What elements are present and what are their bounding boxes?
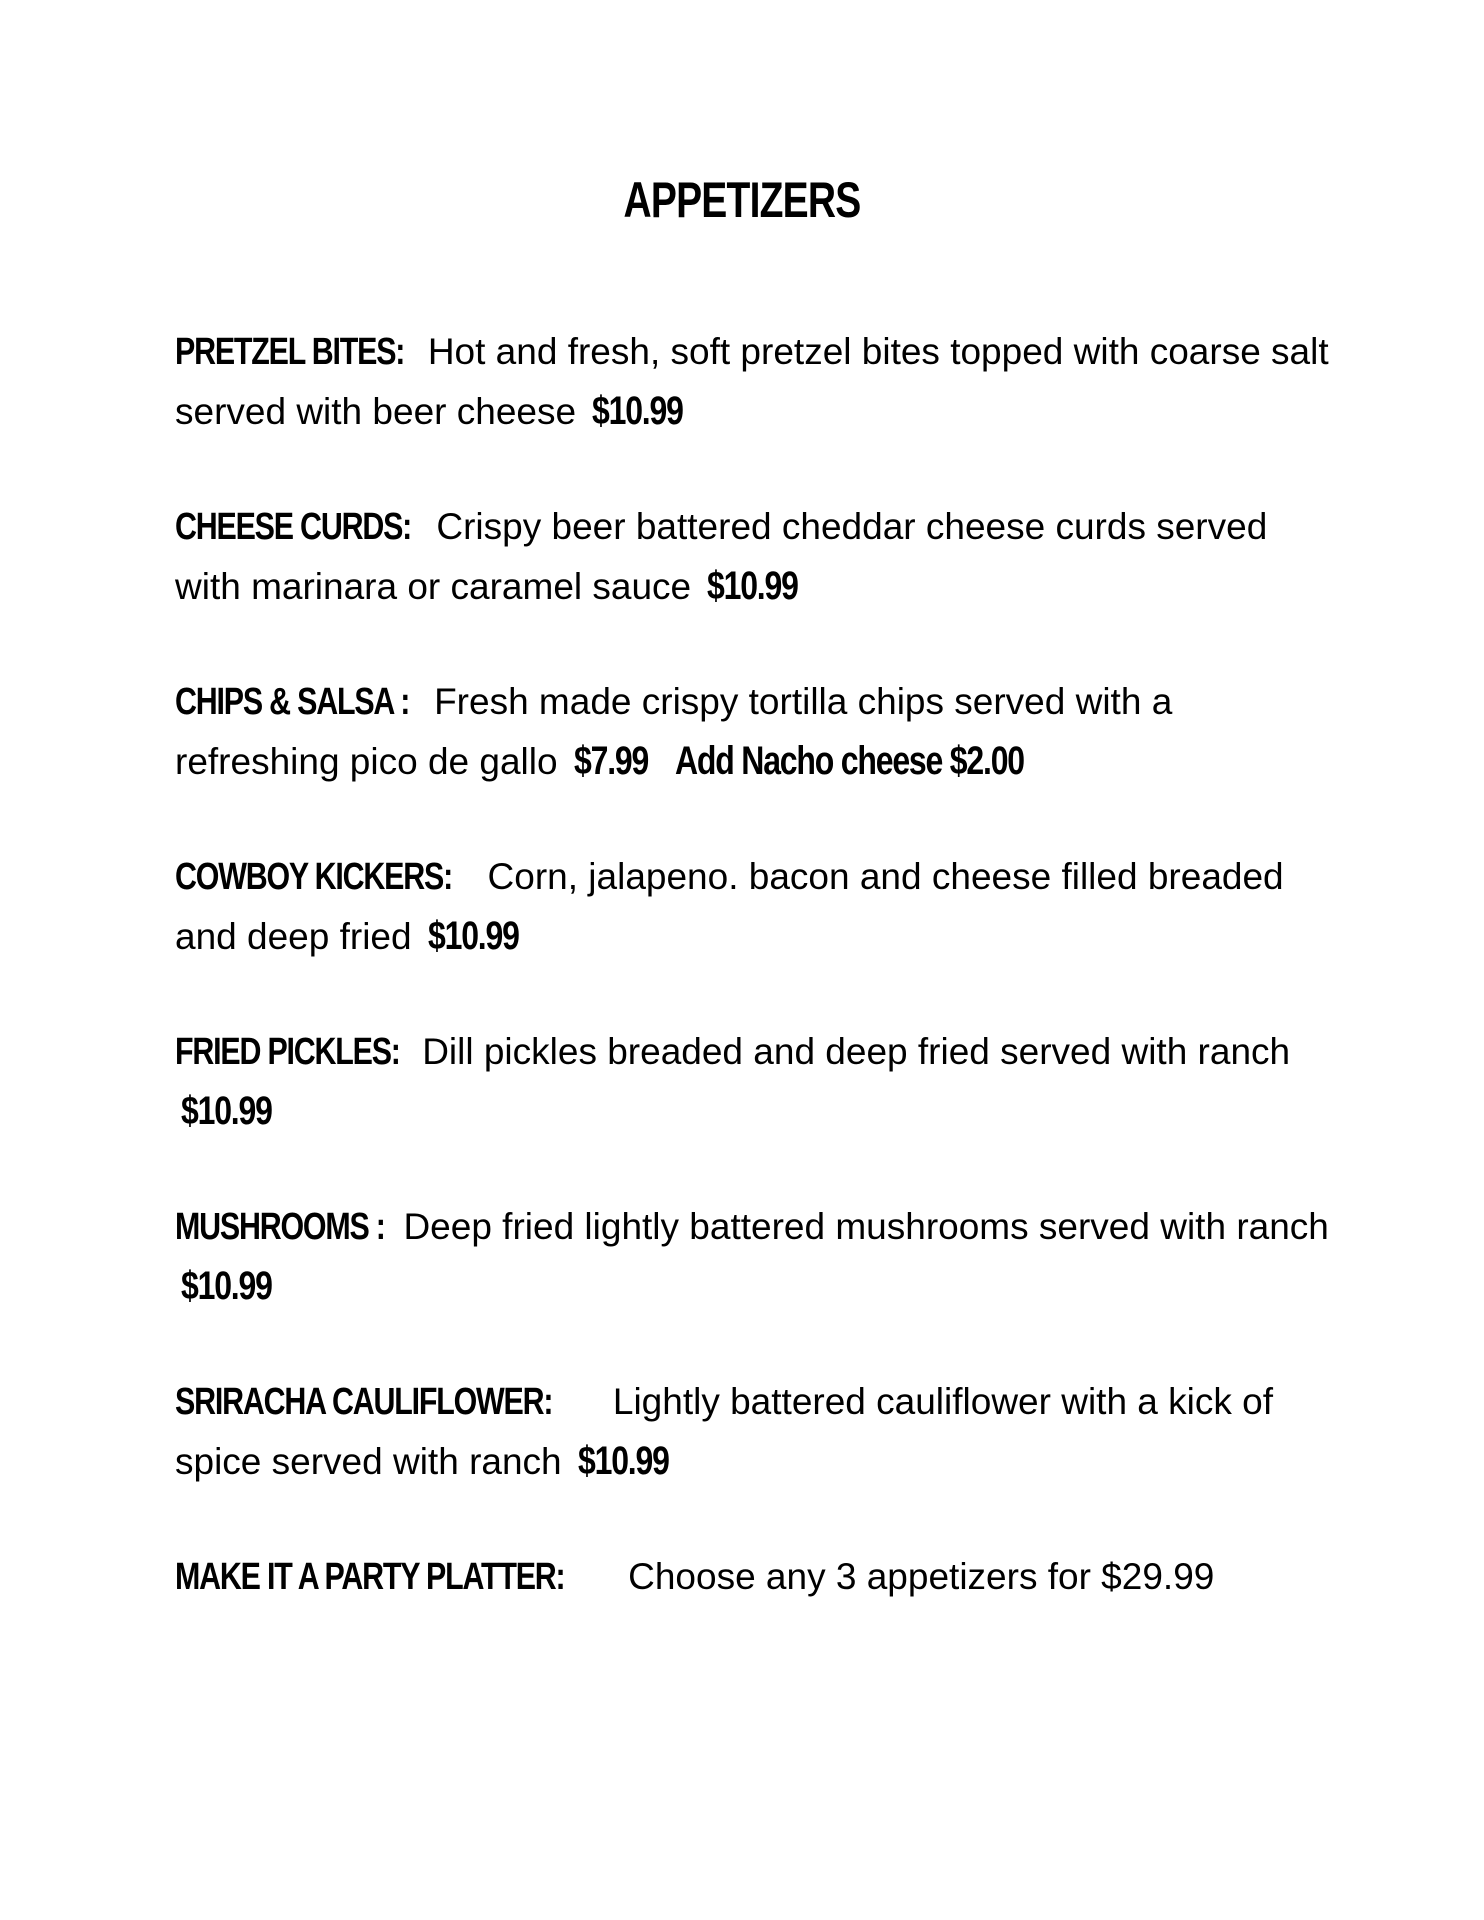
item-description: Lightly battered cauliflower with a kick of spice served with ranch <box>175 1381 1274 1482</box>
item-description: Choose any 3 appetizers for $29.99 <box>628 1556 1215 1597</box>
item-price: $10.99 <box>707 564 799 608</box>
menu-item-cheese-curds <box>175 497 1335 616</box>
appetizer-list <box>175 322 1335 1663</box>
item-description: Corn, jalapeno. bacon and cheese filled breaded and deep fried <box>175 856 1284 957</box>
item-name: SRIRACHA CAULIFLOWER: <box>175 1381 553 1423</box>
item-description: Hot and fresh, soft pretzel bites topped with coarse salt served with beer cheese <box>175 331 1329 432</box>
item-description: Crispy beer battered cheddar cheese curds served with marinara or caramel sauce <box>175 506 1268 607</box>
item-price: $10.99 <box>181 1264 272 1308</box>
item-price: $10.99 <box>577 1439 669 1483</box>
menu-item-chips-salsa <box>175 672 1335 791</box>
item-name: MAKE IT A PARTY PLATTER: <box>175 1556 565 1598</box>
item-name: FRIED PICKLES: <box>175 1031 400 1073</box>
menu-title: APPETIZERS <box>623 172 861 228</box>
item-add-on: Add Nacho cheese $2.00 <box>674 739 1024 783</box>
item-name: CHIPS & SALSA : <box>175 681 410 723</box>
item-price: $10.99 <box>427 914 519 958</box>
menu-item-sriracha-cauliflower <box>175 1372 1335 1491</box>
item-name: MUSHROOMS : <box>175 1206 385 1248</box>
item-name: COWBOY KICKERS: <box>175 856 453 898</box>
item-description: Dill pickles breaded and deep fried served with ranch <box>422 1031 1291 1072</box>
menu-item-pretzel-bites <box>175 322 1335 441</box>
item-price: $7.99 <box>573 739 648 783</box>
menu-item-fried-pickles <box>175 1022 1335 1141</box>
item-description: Fresh made crispy tortilla chips served with a refreshing pico de gallo <box>175 681 1173 782</box>
menu-item-party-platter <box>175 1547 1335 1607</box>
item-price: $10.99 <box>181 1089 272 1133</box>
menu-item-mushrooms <box>175 1197 1335 1316</box>
item-price: $10.99 <box>592 389 684 433</box>
item-name: PRETZEL BITES: <box>175 331 405 373</box>
item-name: CHEESE CURDS: <box>175 506 412 548</box>
menu-item-cowboy-kickers <box>175 847 1335 966</box>
item-description: Deep fried lightly battered mushrooms served with ranch <box>403 1206 1329 1247</box>
